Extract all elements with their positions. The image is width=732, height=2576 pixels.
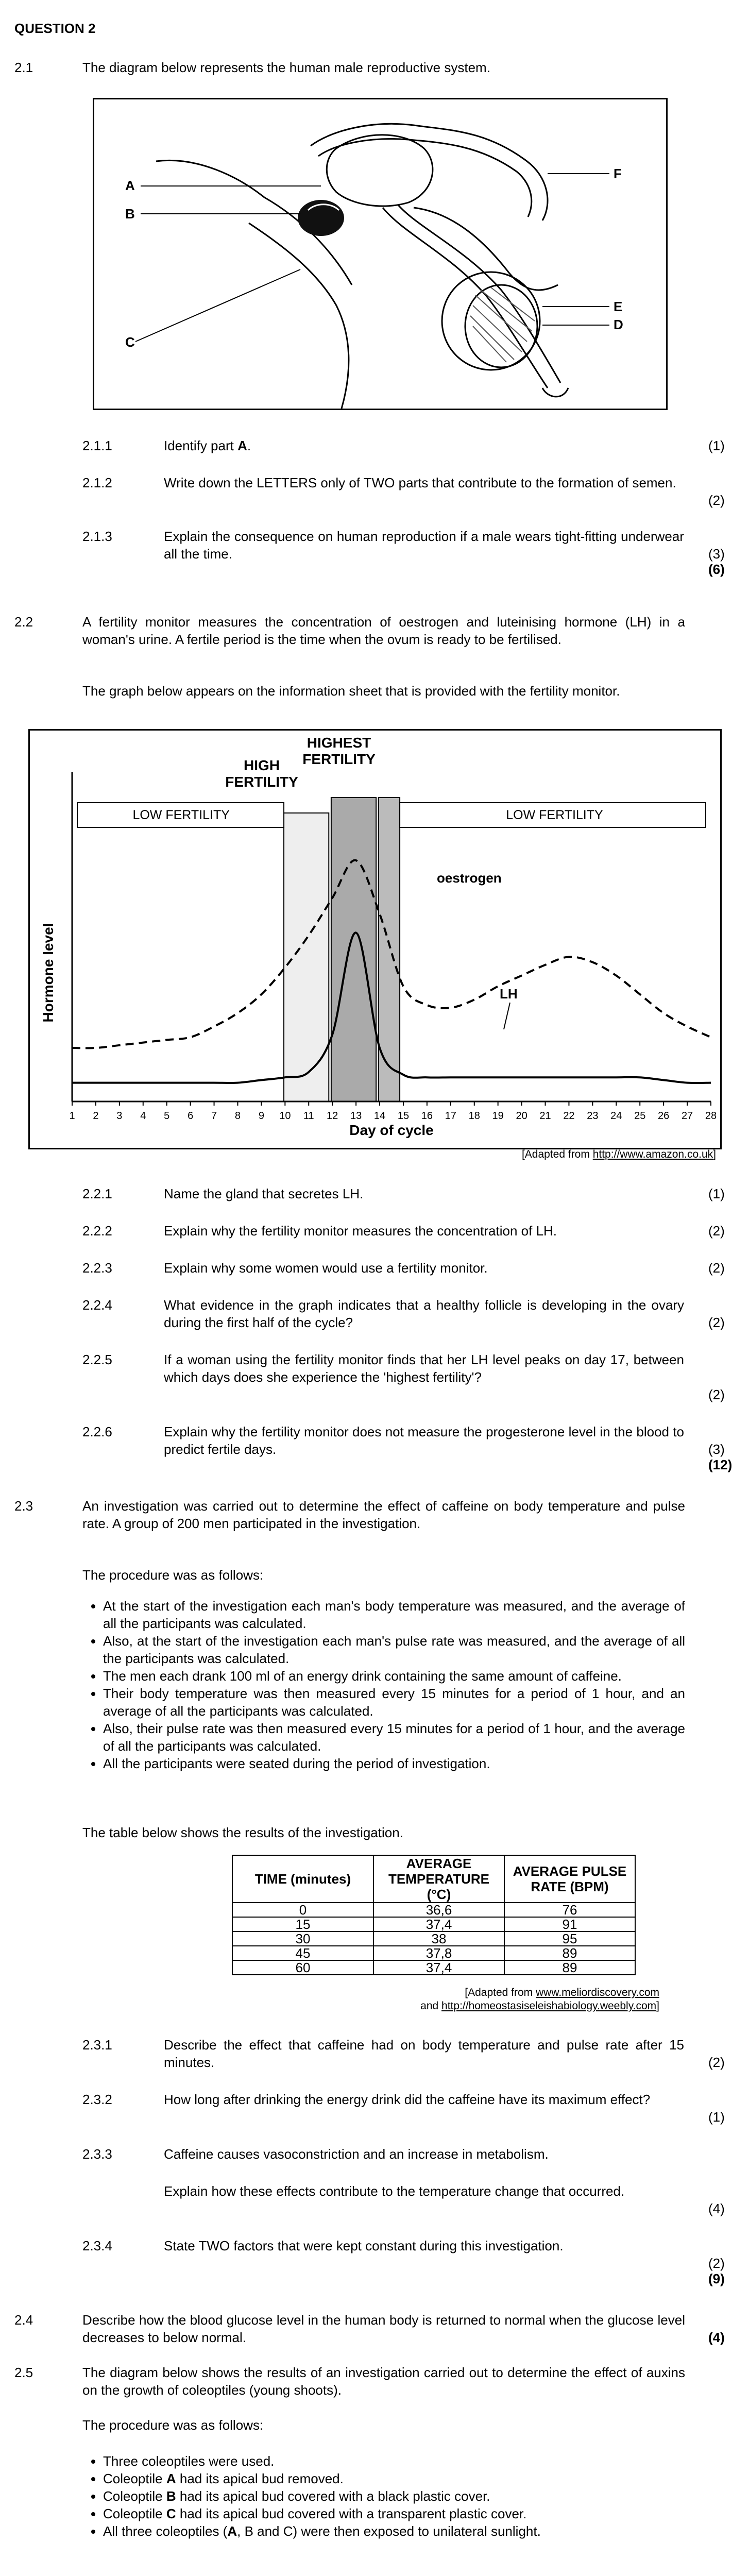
results-table-wrap bbox=[232, 1855, 636, 1975]
diagram-label-b: B bbox=[125, 206, 135, 222]
q2-2-1-text: Name the gland that secretes LH. bbox=[164, 1186, 364, 1201]
high-fertility-heading: HIGH FERTILITY bbox=[225, 757, 298, 790]
q2-4-number: 2.4 bbox=[14, 2312, 33, 2328]
q2-4-text: Describe how the blood glucose level in the human body is returned to normal when the glucose level decreases to below normal. bbox=[82, 2312, 685, 2345]
table-cell: 30 bbox=[232, 1931, 373, 1946]
x-tick-label: 13 bbox=[350, 1110, 362, 1122]
q2-2-2-mark: (2) bbox=[708, 1223, 725, 1239]
x-tick-label: 10 bbox=[279, 1110, 291, 1122]
male-reproductive-drawing bbox=[94, 99, 666, 409]
q2-2-5-text: If a woman using the fertility monitor finds that her LH level peaks on day 17, between which days does she experience the 'highest fertility'? bbox=[164, 1352, 684, 1385]
diagram-label-c: C bbox=[125, 334, 135, 350]
q2-3-procedure-list bbox=[82, 1597, 685, 1772]
results-table bbox=[232, 1855, 636, 1975]
x-tick-label: 4 bbox=[140, 1110, 146, 1122]
x-tick-label: 20 bbox=[516, 1110, 527, 1122]
q2-1-2-text: Write down the LETTERS only of TWO parts that contribute to the formation of semen. bbox=[164, 475, 676, 490]
q2-1-2-number: 2.1.2 bbox=[82, 475, 112, 490]
q2-5-text-1: The diagram below shows the results of an investigation carried out to determine the effect of auxins on the growth of coleoptiles (young shoots). bbox=[82, 2365, 685, 2398]
oestrogen-point bbox=[686, 1025, 688, 1027]
q2-1-3-number: 2.1.3 bbox=[82, 529, 112, 544]
list-item: • Their body temperature was then measured every 15 minutes for a period of 1 hour, and an average of all the participants was calculated. bbox=[103, 1685, 685, 1720]
table-cell: 36,6 bbox=[373, 1903, 504, 1917]
q2-1-1-text: Identify part A. bbox=[164, 438, 251, 453]
table-source: [Adapted from www.meliordiscovery.com and http://homeostasiseleishabiology.weebly.com] bbox=[420, 1987, 659, 2012]
q2-2-6-text: Explain why the fertility monitor does not measure the progesterone level in the blood to predict fertile days. bbox=[164, 1424, 684, 1457]
x-tick-label: 5 bbox=[164, 1110, 170, 1122]
low-fertility-label-right: LOW FERTILITY bbox=[506, 808, 603, 822]
table-cell: 91 bbox=[504, 1917, 635, 1931]
oestrogen-point bbox=[236, 1012, 239, 1014]
table-row bbox=[232, 1917, 635, 1931]
diagram-label-d: D bbox=[614, 317, 623, 332]
x-tick-label: 18 bbox=[468, 1110, 480, 1122]
x-tick-label: 11 bbox=[303, 1110, 314, 1122]
q2-1-2-mark: (2) bbox=[708, 493, 725, 508]
q2-5-text-2: The procedure was as follows: bbox=[82, 2417, 264, 2433]
lh-pointer bbox=[504, 1003, 510, 1029]
q2-3-3-mark: (4) bbox=[708, 2201, 725, 2216]
q2-2-3-text: Explain why some women would use a fertility monitor. bbox=[164, 1260, 488, 1276]
x-tick-label: 2 bbox=[93, 1110, 99, 1122]
table-row bbox=[232, 1903, 635, 1917]
x-tick-label: 25 bbox=[634, 1110, 646, 1122]
list-item: • Coleoptile A had its apical bud removed. bbox=[103, 2470, 685, 2487]
list-item: • Also, their pulse rate was then measured every 15 minutes for a period of 1 hour, and the average of all the participants was calculated. bbox=[103, 1720, 685, 1755]
q2-2-total: (12) bbox=[708, 1457, 732, 1472]
q2-2-2-number: 2.2.2 bbox=[82, 1223, 112, 1239]
table-cell: 89 bbox=[504, 1960, 635, 1975]
x-tick-label: 8 bbox=[234, 1110, 241, 1122]
oestrogen-point bbox=[710, 1036, 712, 1038]
oestrogen-point bbox=[450, 1007, 452, 1009]
list-item: • Also, at the start of the investigation each man's pulse rate was measured, and the average of all the participants was calculated. bbox=[103, 1632, 685, 1667]
q2-1-total: (6) bbox=[708, 562, 725, 577]
x-axis-title: Day of cycle bbox=[349, 1122, 434, 1138]
q2-3-total: (9) bbox=[708, 2271, 725, 2286]
x-tick-label: 21 bbox=[539, 1110, 551, 1122]
table-header-time: TIME (minutes) bbox=[232, 1855, 373, 1903]
q2-2-1-mark: (1) bbox=[708, 1186, 725, 1201]
x-tick-label: 27 bbox=[681, 1110, 693, 1122]
q2-2-5-number: 2.2.5 bbox=[82, 1352, 112, 1367]
table-cell: 60 bbox=[232, 1960, 373, 1975]
q2-2-text-2: The graph below appears on the information sheet that is provided with the fertility monitor. bbox=[82, 683, 620, 699]
table-cell: 76 bbox=[504, 1903, 635, 1917]
question-title: QUESTION 2 bbox=[14, 21, 96, 36]
q2-1-3-text: Explain the consequence on human reproduction if a male wears tight-fitting underwear all the time. bbox=[164, 529, 684, 562]
table-cell: 15 bbox=[232, 1917, 373, 1931]
q2-3-4-number: 2.3.4 bbox=[82, 2238, 112, 2253]
y-axis-title: Hormone level bbox=[40, 923, 56, 1023]
highest-fertility-band bbox=[331, 798, 376, 1101]
q2-3-4-text: State TWO factors that were kept constant during this investigation. bbox=[164, 2238, 564, 2253]
x-tick-label: 7 bbox=[211, 1110, 217, 1122]
q2-3-2-text: How long after drinking the energy drink did the caffeine have its maximum effect? bbox=[164, 2092, 651, 2107]
diagram-label-e: E bbox=[614, 299, 623, 314]
q2-2-4-number: 2.2.4 bbox=[82, 1297, 112, 1313]
x-tick-label: 16 bbox=[421, 1110, 433, 1122]
x-tick-label: 6 bbox=[188, 1110, 194, 1122]
q2-2-5-mark: (2) bbox=[708, 1387, 725, 1402]
table-row bbox=[232, 1946, 635, 1960]
q2-3-text-1: An investigation was carried out to determine the effect of caffeine on body temperature and pulse rate. A group of 200 men participated in the investigation. bbox=[82, 1498, 685, 1531]
x-tick-label: 22 bbox=[563, 1110, 575, 1122]
x-tick-label: 1 bbox=[69, 1110, 75, 1122]
oestrogen-point bbox=[213, 1025, 215, 1027]
q2-5-procedure-list bbox=[82, 2452, 685, 2540]
oestrogen-point bbox=[662, 1012, 665, 1014]
oestrogen-point bbox=[190, 1036, 192, 1038]
diagram-label-a: A bbox=[125, 178, 135, 193]
table-header-pulse: AVERAGE PULSE RATE (BPM) bbox=[504, 1855, 635, 1903]
table-cell: 45 bbox=[232, 1946, 373, 1960]
q2-2-4-mark: (2) bbox=[708, 1315, 725, 1330]
q2-3-3-number: 2.3.3 bbox=[82, 2146, 112, 2162]
q2-2-number: 2.2 bbox=[14, 614, 33, 630]
diagram-label-f: F bbox=[614, 166, 622, 181]
legend-lh: LH bbox=[500, 986, 518, 1002]
q2-3-1-mark: (2) bbox=[708, 2055, 725, 2070]
q2-5-number: 2.5 bbox=[14, 2365, 33, 2380]
list-item: • Three coleoptiles were used. bbox=[103, 2452, 685, 2470]
list-item: • All three coleoptiles (A, B and C) were then exposed to unilateral sunlight. bbox=[103, 2522, 685, 2540]
male-reproductive-diagram bbox=[93, 98, 668, 410]
q2-3-2-number: 2.3.2 bbox=[82, 2092, 112, 2107]
oestrogen-point bbox=[95, 1047, 97, 1049]
x-tick-label: 15 bbox=[397, 1110, 410, 1122]
q2-1-1-mark: (1) bbox=[708, 438, 725, 453]
q2-1-3-mark: (3) bbox=[708, 546, 725, 562]
q2-2-2-text: Explain why the fertility monitor measures the concentration of LH. bbox=[164, 1223, 557, 1239]
list-item: • The men each drank 100 ml of an energy drink containing the same amount of caffeine. bbox=[103, 1667, 685, 1685]
list-item: • Coleoptile C had its apical bud covered with a transparent plastic cover. bbox=[103, 2505, 685, 2522]
q2-3-4-mark: (2) bbox=[708, 2256, 725, 2271]
q2-2-4-text: What evidence in the graph indicates that a healthy follicle is developing in the ovary during the first half of the cycle? bbox=[164, 1297, 684, 1330]
q2-3-3-text: Caffeine causes vasoconstriction and an increase in metabolism. bbox=[164, 2146, 549, 2162]
x-tick-label: 12 bbox=[327, 1110, 338, 1122]
q2-3-1-text: Describe the effect that caffeine had on body temperature and pulse rate after 15 minutes. bbox=[164, 2037, 684, 2070]
table-cell: 37,8 bbox=[373, 1946, 504, 1960]
q2-4-mark: (4) bbox=[708, 2330, 725, 2345]
q2-2-text-1: A fertility monitor measures the concentration of oestrogen and luteinising hormone (LH) in a woman's urine. A fertile period is the time when the ovum is ready to be fertilised. bbox=[82, 614, 685, 647]
list-item: • At the start of the investigation each man's body temperature was measured, and the average of all the participants was calculated. bbox=[103, 1597, 685, 1632]
table-cell: 95 bbox=[504, 1931, 635, 1946]
table-cell: 38 bbox=[373, 1931, 504, 1946]
highest-fertility-heading: HIGHEST FERTILITY bbox=[302, 735, 376, 767]
q2-3-2-mark: (1) bbox=[708, 2109, 725, 2125]
q2-3-1-number: 2.3.1 bbox=[82, 2037, 112, 2053]
x-tick-label: 3 bbox=[116, 1110, 123, 1122]
q2-2-3-mark: (2) bbox=[708, 1260, 725, 1276]
fertility-chart bbox=[28, 729, 722, 1149]
q2-3-text-3: The table below shows the results of the investigation. bbox=[82, 1825, 403, 1840]
q2-3-number: 2.3 bbox=[14, 1498, 33, 1514]
q2-2-6-number: 2.2.6 bbox=[82, 1424, 112, 1439]
list-item: • All the participants were seated during the period of investigation. bbox=[103, 1755, 685, 1772]
fertility-chart-svg bbox=[30, 731, 720, 1148]
low-fertility-label-left: LOW FERTILITY bbox=[132, 808, 230, 822]
table-cell: 0 bbox=[232, 1903, 373, 1917]
q2-3-3-text-2: Explain how these effects contribute to the temperature change that occurred. bbox=[164, 2183, 625, 2199]
x-tick-label: 24 bbox=[610, 1110, 622, 1122]
q2-2-6-mark: (3) bbox=[708, 1442, 725, 1457]
table-row bbox=[232, 1931, 635, 1946]
q2-3-text-2: The procedure was as follows: bbox=[82, 1567, 264, 1583]
graph-source: [Adapted from http://www.amazon.co.uk] bbox=[521, 1148, 716, 1160]
x-tick-label: 23 bbox=[587, 1110, 599, 1122]
table-cell: 37,4 bbox=[373, 1960, 504, 1975]
x-tick-label: 28 bbox=[705, 1110, 717, 1122]
table-header-temperature: AVERAGE TEMPERATURE (°C) bbox=[373, 1855, 504, 1903]
q2-2-3-number: 2.2.3 bbox=[82, 1260, 112, 1276]
list-item: • Coleoptile B had its apical bud covered with a black plastic cover. bbox=[103, 2487, 685, 2505]
table-cell: 37,4 bbox=[373, 1917, 504, 1931]
table-row bbox=[232, 1960, 635, 1975]
legend-oestrogen: oestrogen bbox=[437, 870, 502, 886]
x-tick-label: 17 bbox=[445, 1110, 456, 1122]
x-tick-label: 26 bbox=[658, 1110, 670, 1122]
q2-1-text: The diagram below represents the human male reproductive system. bbox=[82, 60, 490, 75]
x-tick-label: 19 bbox=[492, 1110, 504, 1122]
x-tick-label: 14 bbox=[373, 1110, 386, 1122]
q2-2-1-number: 2.2.1 bbox=[82, 1186, 112, 1201]
q2-1-number: 2.1 bbox=[14, 60, 33, 75]
q2-1-1-number: 2.1.1 bbox=[82, 438, 112, 453]
table-cell: 89 bbox=[504, 1946, 635, 1960]
x-tick-label: 9 bbox=[258, 1110, 264, 1122]
